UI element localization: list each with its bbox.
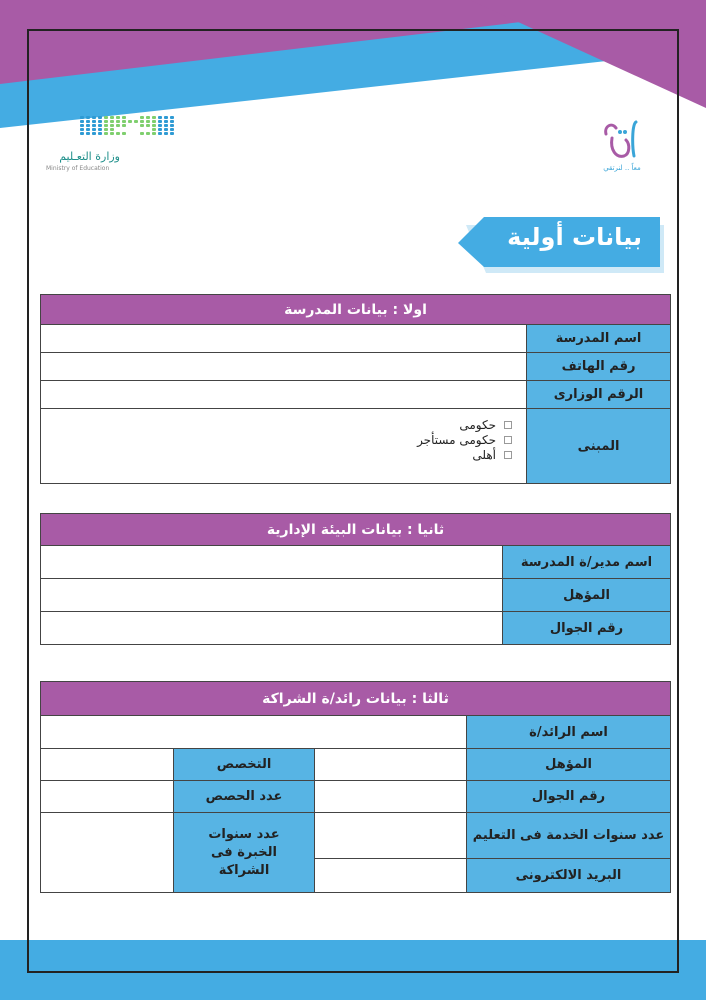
brand-tagline: معاً .. لنرتقي xyxy=(603,164,641,172)
checkbox-icon[interactable] xyxy=(504,436,512,444)
leader-qualification-label: المؤهل xyxy=(466,749,670,781)
ministry-name-ar: وزارة التعـليم xyxy=(59,150,120,163)
building-label: المبنى xyxy=(526,409,670,483)
leader-name-field[interactable] xyxy=(41,716,466,748)
phone-label: رقم الهاتف xyxy=(526,353,670,380)
ministry-number-row xyxy=(41,381,670,409)
leader-details-grid xyxy=(41,749,670,892)
checkbox-icon[interactable] xyxy=(504,451,512,459)
partnership-years-label: عدد سنوات الخبرة فى الشراكة xyxy=(173,813,314,892)
admin-data-section xyxy=(40,513,671,645)
ministry-name-en: Ministry of Education xyxy=(46,165,110,172)
school-name-row xyxy=(41,325,670,353)
specialization-label: التخصص xyxy=(173,749,314,781)
building-option-private[interactable]: أهلى xyxy=(41,447,512,462)
bottom-blue-band xyxy=(0,940,706,1000)
admin-qualification-label: المؤهل xyxy=(502,579,670,611)
leader-mobile-label: رقم الجوال xyxy=(466,781,670,813)
building-row xyxy=(41,409,670,483)
school-name-field[interactable] xyxy=(41,325,526,352)
school-name-label: اسم المدرسة xyxy=(526,325,670,352)
admin-mobile-label: رقم الجوال xyxy=(502,612,670,644)
leader-data-heading: ثالثا : بيانات رائد/ة الشراكة xyxy=(41,682,670,716)
building-options xyxy=(41,409,526,483)
admin-qualification-row xyxy=(41,579,670,612)
school-data-section xyxy=(40,294,671,484)
service-years-label: عدد سنوات الخدمة فى التعليم xyxy=(466,813,670,859)
phone-field[interactable] xyxy=(41,353,526,380)
leader-data-section xyxy=(40,681,671,893)
admin-mobile-field[interactable] xyxy=(41,612,502,644)
leader-name-row xyxy=(41,716,670,749)
email-field[interactable] xyxy=(314,859,466,892)
admin-qualification-field[interactable] xyxy=(41,579,502,611)
leader-name-label: اسم الرائد/ة xyxy=(466,716,670,748)
principal-field[interactable] xyxy=(41,546,502,578)
checkbox-icon[interactable] xyxy=(504,421,512,429)
title-banner xyxy=(458,215,664,273)
service-years-field[interactable] xyxy=(314,813,466,859)
partnership-years-field[interactable] xyxy=(40,813,173,892)
building-option-government[interactable]: حكومى xyxy=(41,417,512,432)
ministry-number-field[interactable] xyxy=(41,381,526,408)
building-option-rented[interactable]: حكومى مستأجر xyxy=(41,432,512,447)
brand-mark-icon xyxy=(592,116,652,164)
email-label: البريد الالكترونى xyxy=(466,859,670,892)
page-title: بيانات أولية xyxy=(507,223,642,251)
principal-row xyxy=(41,546,670,579)
leader-mobile-field[interactable] xyxy=(314,781,466,813)
ministry-dots-icon xyxy=(80,116,190,135)
principal-label: اسم مدير/ة المدرسة xyxy=(502,546,670,578)
specialization-field[interactable] xyxy=(40,749,173,781)
brand-logo xyxy=(592,116,652,178)
classes-count-field[interactable] xyxy=(40,781,173,813)
admin-mobile-row xyxy=(41,612,670,644)
phone-row xyxy=(41,353,670,381)
school-data-heading: اولا : بيانات المدرسة xyxy=(41,295,670,325)
ministry-number-label: الرقم الوزارى xyxy=(526,381,670,408)
admin-data-heading: ثانيا : بيانات البيئة الإدارية xyxy=(41,514,670,546)
ministry-logo xyxy=(40,116,160,176)
leader-qualification-field[interactable] xyxy=(314,749,466,781)
classes-count-label: عدد الحصص xyxy=(173,781,314,813)
